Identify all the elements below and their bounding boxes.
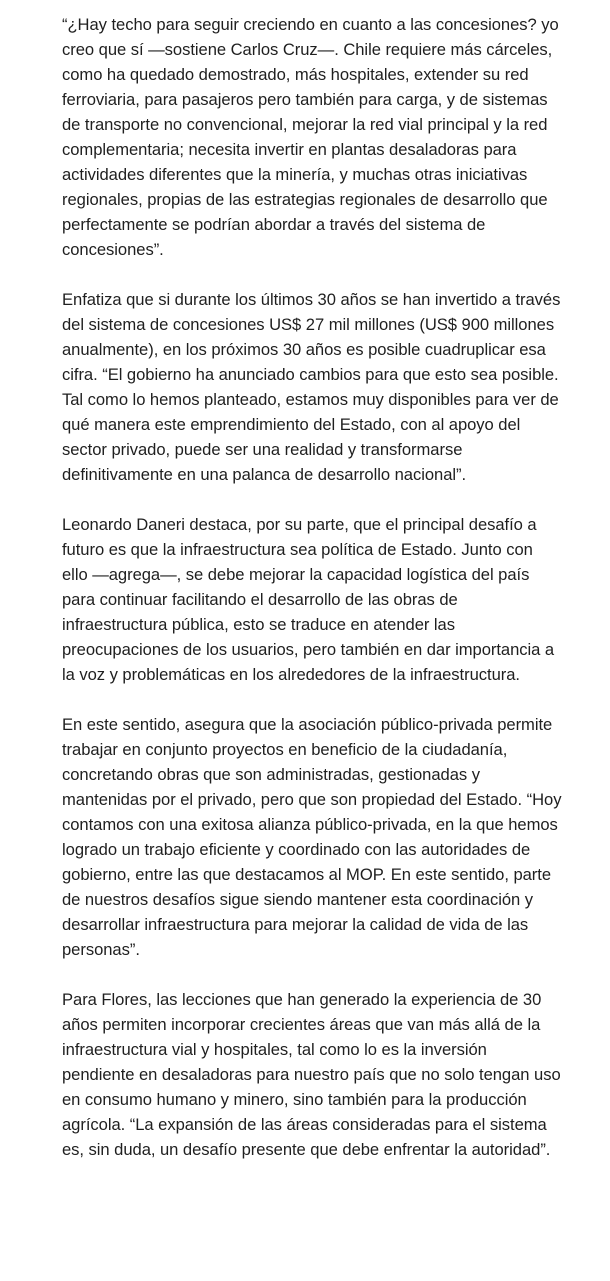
paragraph-carlos-cruz-quote: “¿Hay techo para seguir creciendo en cuanto a las concesiones? yo creo que sí —sostiene Carlos Cruz—. Chile requiere más cárceles, como ha quedado demostrado, más hospitales, extender su red ferroviaria, para pasajeros pero también para carga, y de sistemas de transporte no convencional, mejorar la red vial principal y la red complementaria; necesita invertir en plantas desaladoras para actividades diferentes que la minería, y muchas otras iniciativas regionales, propias de las estrategias regionales de desarrollo que perfectamente se podrían abordar a través del sistema de concesiones”. [62,15,559,259]
article-body [62,12,562,1187]
paragraph-investment-outlook: Enfatiza que si durante los últimos 30 años se han invertido a través del sistema de concesiones US$ 27 mil millones (US$ 900 millones anualmente), en los próximos 30 años es posible cuadruplicar esa cifra. “El gobierno ha anunciado cambios para que esto sea posible. Tal como lo hemos planteado, estamos muy disponibles para ver de qué manera este emprendimiento del Estado, con al apoyo del sector privado, puede ser una realidad y transformarse definitivamente en una palanca de desarrollo nacional”. [62,290,561,484]
paragraph-public-private-partnership: En este sentido, asegura que la asociación público-privada permite trabajar en conjunto proyectos en beneficio de la ciudadanía, concretando obras que son administradas, gestionadas y mantenidas por el privado, pero que son propiedad del Estado. “Hoy contamos con una exitosa alianza público-privada, en la que hemos logrado un trabajo eficiente y coordinado con las autoridades de gobierno, entre las que destacamos al MOP. En este sentido, parte de nuestros desafíos sigue siendo mantener esta coordinación y desarrollar infraestructura para mejorar la calidad de vida de las personas”. [62,715,562,959]
paragraph-flores-lessons: Para Flores, las lecciones que han generado la experiencia de 30 años permiten incorporar crecientes áreas que van más allá de la infraestructura vial y hospitales, tal como lo es la inversión pendiente en desaladoras para nuestro país que no solo tengan uso en consumo humano y minero, sino también para la producción agrícola. “La expansión de las áreas consideradas para el sistema es, sin duda, un desafío presente que debe enfrentar la autoridad”. [62,990,561,1159]
paragraph-leonardo-daneri: Leonardo Daneri destaca, por su parte, que el principal desafío a futuro es que la infraestructura sea política de Estado. Junto con ello —agrega—, se debe mejorar la capacidad logística del país para continuar facilitando el desarrollo de las obras de infraestructura pública, esto se traduce en atender las preocupaciones de los usuarios, pero también en dar importancia a la voz y problemáticas en los alrededores de la infraestructura. [62,515,555,684]
